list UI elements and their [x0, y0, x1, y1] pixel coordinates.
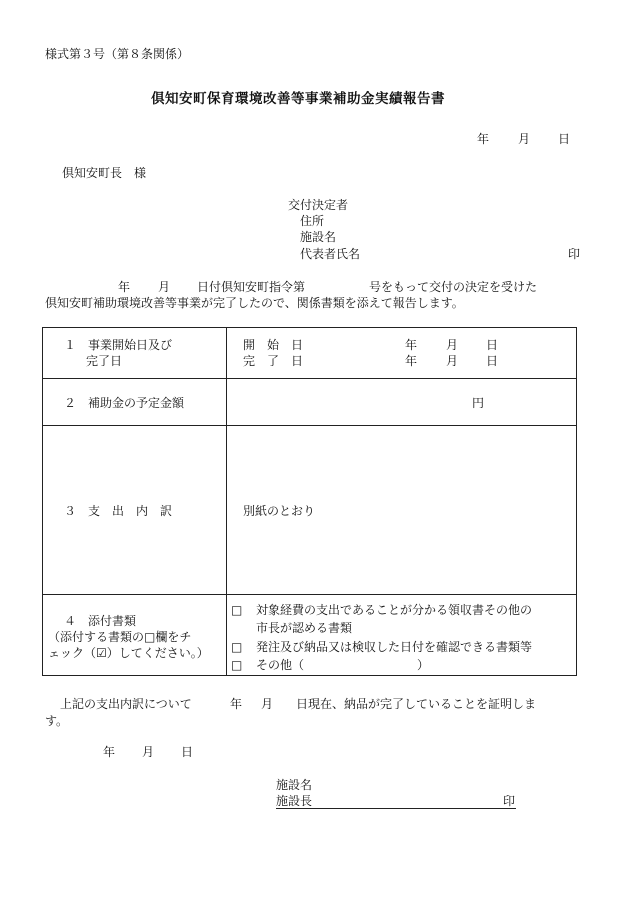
certification-part2: 日現在、納品が完了していることを証明しま: [296, 697, 537, 711]
start-year: 年: [405, 338, 418, 352]
certification-month: 月: [261, 697, 274, 711]
row2-label: ２ 補助金の予定金額: [64, 396, 185, 410]
row4-label-line1: ４ 添付書類: [64, 614, 137, 628]
document-title: 倶知安町保育環境改善等事業補助金実績報告書: [151, 91, 445, 107]
end-date-label: 完 了 日: [243, 354, 304, 368]
footer-date-day: 日: [181, 745, 194, 759]
date-year: 年: [477, 132, 490, 146]
row1-label-line1: １ 事業開始日及び: [64, 338, 173, 352]
signature-seal: 印: [503, 794, 516, 808]
attachment-item-1-line1: 対象経費の支出であることが分かる領収書その他の: [256, 603, 533, 617]
addressee: 倶知安町長 様: [62, 166, 147, 180]
attachment-item-3-close: ）: [417, 658, 430, 672]
table-column-divider: [226, 328, 227, 675]
certification-year: 年: [230, 697, 243, 711]
address-label: 住所: [300, 214, 325, 228]
intro-month: 月: [158, 280, 171, 294]
table-row-divider-1: [43, 378, 576, 379]
intro-line-2: 倶知安町補助環境改善等事業が完了したので、関係書類を添えて報告します。: [45, 296, 464, 310]
start-month: 月: [446, 338, 459, 352]
end-month: 月: [446, 354, 459, 368]
intro-day-ref: 日付倶知安町指令第: [197, 280, 306, 294]
date-month: 月: [518, 132, 531, 146]
amount-unit: 円: [472, 396, 485, 410]
row3-label: ３ 支 出 内 訳: [64, 504, 173, 518]
expense-breakdown-value: 別紙のとおり: [243, 504, 316, 518]
row4-label-line3: ェック（☑）してください。）: [48, 646, 209, 660]
end-day: 日: [486, 354, 499, 368]
intro-year: 年: [118, 280, 131, 294]
attachment-checkbox-1[interactable]: □: [231, 603, 243, 617]
start-day: 日: [486, 338, 499, 352]
certification-line2: す。: [45, 714, 69, 728]
intro-number-suffix: 号をもって交付の決定を受けた: [369, 280, 538, 294]
certification-part1: 上記の支出内訳について: [60, 697, 192, 711]
signature-director-label: 施設長: [276, 794, 313, 808]
footer-date-year: 年: [103, 745, 116, 759]
attachment-checkbox-2[interactable]: □: [231, 640, 243, 654]
start-date-label: 開 始 日: [243, 338, 304, 352]
applicant-seal: 印: [568, 247, 581, 261]
attachment-item-2: 発注及び納品又は検収した日付を確認できる書類等: [256, 640, 533, 654]
attachment-checkbox-3[interactable]: □: [231, 658, 243, 672]
row1-label-line2: 完了日: [86, 354, 123, 368]
date-day: 日: [558, 132, 571, 146]
row4-label-line2: （添付する書類の□欄をチ: [48, 630, 192, 644]
table-row-divider-3: [43, 594, 576, 595]
facility-name-label: 施設名: [300, 230, 337, 244]
representative-label: 代表者氏名: [300, 247, 361, 261]
form-number: 様式第３号（第８条関係）: [45, 47, 190, 61]
attachment-item-3-open: その他（: [256, 658, 305, 672]
table-row-divider-2: [43, 425, 576, 426]
attachment-item-1-line2: 市長が認める書類: [256, 621, 353, 635]
end-year: 年: [405, 354, 418, 368]
footer-date-month: 月: [142, 745, 155, 759]
signature-facility-label: 施設名: [276, 778, 313, 792]
applicant-role: 交付決定者: [288, 198, 349, 212]
